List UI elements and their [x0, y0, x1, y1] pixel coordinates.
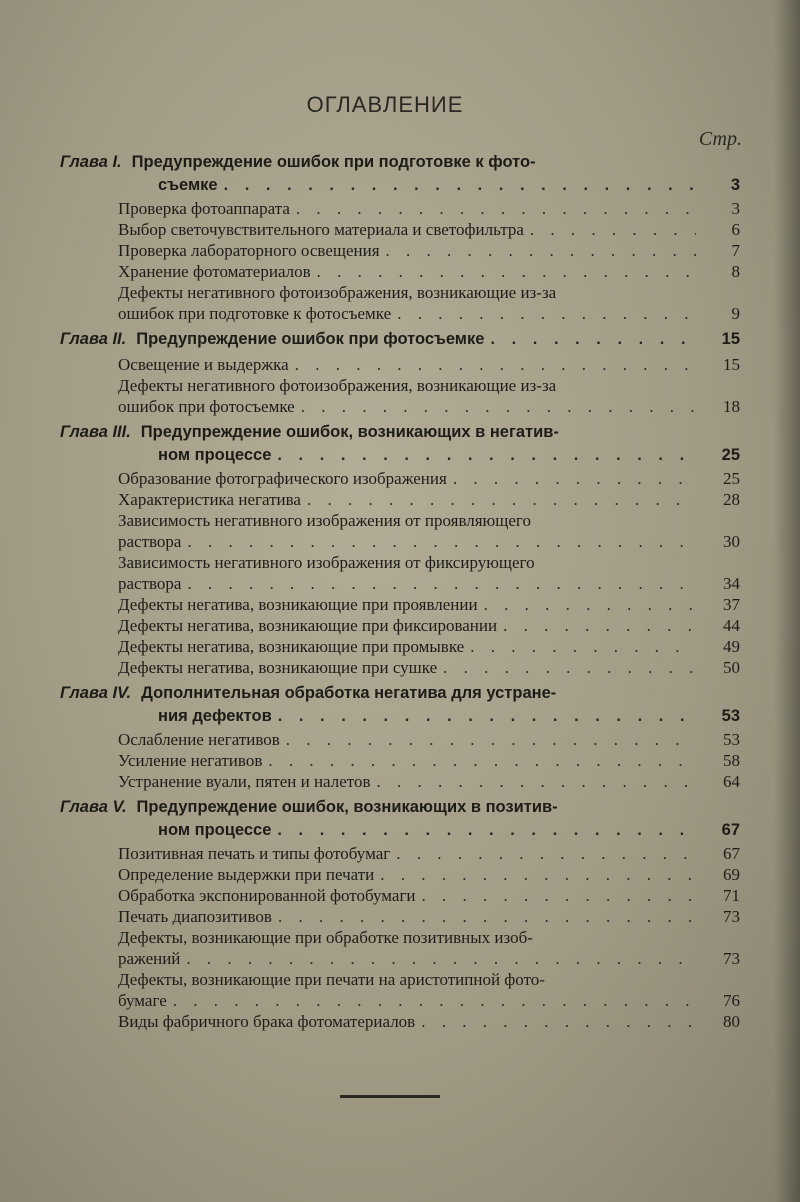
toc-item-text: Характеристика негатива [118, 490, 301, 509]
dot-leader [286, 729, 696, 750]
page-number: 7 [731, 241, 740, 260]
page-number: 71 [723, 886, 740, 905]
dot-leader [301, 396, 696, 417]
toc-item-text: Дефекты негативного фотоизображения, возникающие из-за [118, 376, 557, 395]
chapter-heading [60, 327, 740, 352]
toc-item-cont-text: ошибок при фотосъемке [118, 397, 295, 416]
page-number: 73 [723, 907, 740, 926]
chapter-title-cont-text: ном процессе [158, 821, 272, 839]
dot-leader [503, 615, 696, 636]
toc-item-cont-text: раствора [118, 574, 182, 593]
page-number: 3 [730, 176, 740, 194]
toc-item-cont [60, 948, 740, 969]
toc-item-cont-text: ражений [118, 949, 181, 968]
toc-item-cont [60, 396, 740, 417]
dot-leader [421, 1011, 696, 1032]
toc-item [60, 219, 740, 240]
toc-item-text: Дефекты негативного фотоизображения, возникающие из-за [118, 283, 557, 302]
toc-item-text: Дефекты негатива, возникающие при сушке [118, 658, 438, 677]
dot-leader [173, 990, 696, 1011]
toc-item-text: Позитивная печать и типы фотобумаг [118, 844, 391, 863]
toc-item-text: Печать диапозитивов [118, 907, 272, 926]
page-number: 34 [723, 574, 740, 593]
dot-leader [386, 240, 696, 261]
toc-item-cont [60, 303, 740, 324]
page-number: 69 [723, 865, 740, 884]
chapter-title-cont [60, 445, 740, 466]
dot-leader [224, 175, 696, 196]
toc-item [60, 906, 740, 927]
dot-leader [453, 468, 696, 489]
chapter-heading [60, 150, 740, 175]
page-number: 18 [723, 397, 740, 416]
chapter-title: Предупреждение ошибок, возникающих в позитив- [136, 798, 558, 816]
toc-item-text: Проверка лабораторного освещения [118, 241, 380, 260]
toc-item [60, 282, 740, 303]
toc-item-text: Определение выдержки при печати [118, 865, 375, 884]
toc-item [60, 615, 740, 636]
dot-leader [396, 843, 696, 864]
toc-item-cont-text: бумаге [118, 991, 167, 1010]
dot-leader [380, 864, 696, 885]
toc-item [60, 843, 740, 864]
toc-item [60, 510, 740, 531]
page-number: 76 [723, 991, 740, 1010]
chapter-heading [60, 681, 740, 706]
page-number: 25 [721, 446, 740, 464]
page-number: 73 [723, 949, 740, 968]
toc-item-text: Выбор светочувствительного материала и светофильтра [118, 220, 524, 239]
toc-item-text: Освещение и выдержка [118, 355, 289, 374]
page-number: 80 [723, 1012, 740, 1031]
dot-leader [278, 706, 696, 727]
toc-item-text: Устранение вуали, пятен и налетов [118, 772, 371, 791]
chapter-label: Глава II. [60, 330, 127, 348]
page-title: ОГЛАВЛЕНИЕ [306, 92, 464, 117]
toc-item-text: Дефекты, возникающие при обработке позитивных изоб- [118, 928, 533, 947]
toc-item-text: Виды фабричного брака фотоматериалов [118, 1012, 416, 1031]
dot-leader [277, 820, 696, 841]
chapter-title-cont-text: ния дефектов [158, 707, 272, 725]
toc-item-cont-text: ошибок при подготовке к фотосъемке [118, 304, 392, 323]
chapter-title-cont-text: съемке [158, 176, 218, 194]
chapter-5 [60, 795, 740, 1032]
toc-item-text: Зависимость негативного изображения от фиксирующего [118, 553, 535, 572]
toc-item [60, 375, 740, 396]
page-number: 15 [723, 355, 740, 374]
page-number: 67 [721, 821, 740, 839]
chapter-title-cont-text: ном процессе [158, 446, 272, 464]
page-number: 64 [723, 772, 740, 791]
chapter-heading [60, 795, 740, 820]
chapter-label: Глава III. [60, 423, 131, 441]
chapter-title-cont [60, 706, 740, 727]
toc-item-text: Проверка фотоаппарата [118, 199, 290, 218]
dot-leader [317, 261, 696, 282]
dot-leader [296, 198, 696, 219]
chapter-2 [60, 327, 740, 417]
toc-item [60, 240, 740, 261]
toc-item-text: Обработка экспонированной фотобумаги [118, 886, 416, 905]
page-number: 49 [723, 637, 740, 656]
toc-item-text: Хранение фотоматериалов [118, 262, 311, 281]
chapter-title-cont [60, 820, 740, 841]
closing-rule [340, 1095, 440, 1098]
table-of-contents [60, 150, 740, 1035]
dot-leader [278, 906, 696, 927]
chapter-title-cont [60, 175, 740, 196]
toc-item-text: Дефекты негатива, возникающие при фиксировании [118, 616, 498, 635]
toc-item [60, 261, 740, 282]
page-number: 25 [723, 469, 740, 488]
toc-item [60, 198, 740, 219]
dot-leader [307, 489, 696, 510]
toc-item-cont [60, 990, 740, 1011]
page-number: 37 [723, 595, 740, 614]
dot-leader [443, 657, 696, 678]
dot-leader [187, 531, 696, 552]
toc-item-text: Дефекты негатива, возникающие при проявлении [118, 595, 478, 614]
chapter-1 [60, 150, 740, 324]
chapter-3 [60, 420, 740, 678]
dot-leader [268, 750, 696, 771]
chapter-title: Предупреждение ошибок, возникающих в негатив- [140, 423, 559, 441]
page-column-label: Стр. [698, 128, 742, 150]
toc-item-text: Ослабление негативов [118, 730, 280, 749]
toc-item [60, 864, 740, 885]
toc-item [60, 1011, 740, 1032]
dot-leader [530, 219, 696, 240]
dot-leader [295, 354, 696, 375]
toc-item-text: Образование фотографического изображения [118, 469, 447, 488]
toc-item-cont-text: раствора [118, 532, 182, 551]
toc-item-text: Усиление негативов [118, 751, 263, 770]
toc-item-text: Дефекты негатива, возникающие при промывке [118, 637, 465, 656]
chapter-title: Предупреждение ошибок при фотосъемке [136, 330, 485, 348]
chapter-label: Глава V. [60, 798, 127, 816]
toc-item [60, 750, 740, 771]
toc-item [60, 552, 740, 573]
page-number: 53 [721, 707, 740, 725]
dot-leader [484, 594, 696, 615]
chapter-4 [60, 681, 740, 792]
toc-item-text: Зависимость негативного изображения от проявляющего [118, 511, 531, 530]
page-number: 50 [723, 658, 740, 677]
dot-leader [277, 445, 696, 466]
dot-leader [186, 948, 696, 969]
chapter-title: Дополнительная обработка негатива для устране- [141, 684, 557, 702]
page-edge-shadow [774, 0, 800, 1202]
toc-item [60, 594, 740, 615]
toc-item [60, 729, 740, 750]
chapter-title: Предупреждение ошибок при подготовке к фото- [131, 153, 536, 171]
toc-item [60, 771, 740, 792]
toc-item [60, 354, 740, 375]
chapter-label: Глава IV. [60, 684, 132, 702]
page-number: 67 [723, 844, 740, 863]
page-number: 9 [731, 304, 740, 323]
toc-item-cont [60, 531, 740, 552]
dot-leader [490, 327, 696, 352]
toc-item [60, 927, 740, 948]
toc-item [60, 885, 740, 906]
page-number: 28 [723, 490, 740, 509]
chapter-label: Глава I. [60, 153, 122, 171]
toc-item [60, 489, 740, 510]
page-number: 58 [723, 751, 740, 770]
toc-item-cont [60, 573, 740, 594]
dot-leader [377, 771, 697, 792]
dot-leader [187, 573, 696, 594]
toc-item [60, 657, 740, 678]
toc-item [60, 468, 740, 489]
dot-leader [470, 636, 696, 657]
page-number: 15 [721, 330, 740, 348]
page-number: 53 [723, 730, 740, 749]
toc-item [60, 636, 740, 657]
toc-item [60, 969, 740, 990]
chapter-heading [60, 420, 740, 445]
dot-leader [422, 885, 696, 906]
page-number: 30 [723, 532, 740, 551]
page-number: 8 [731, 262, 740, 281]
toc-item-text: Дефекты, возникающие при печати на аристотипной фото- [118, 970, 545, 989]
page-number: 44 [723, 616, 740, 635]
page-number: 3 [731, 199, 740, 218]
dot-leader [397, 303, 696, 324]
page-number: 6 [731, 220, 740, 239]
